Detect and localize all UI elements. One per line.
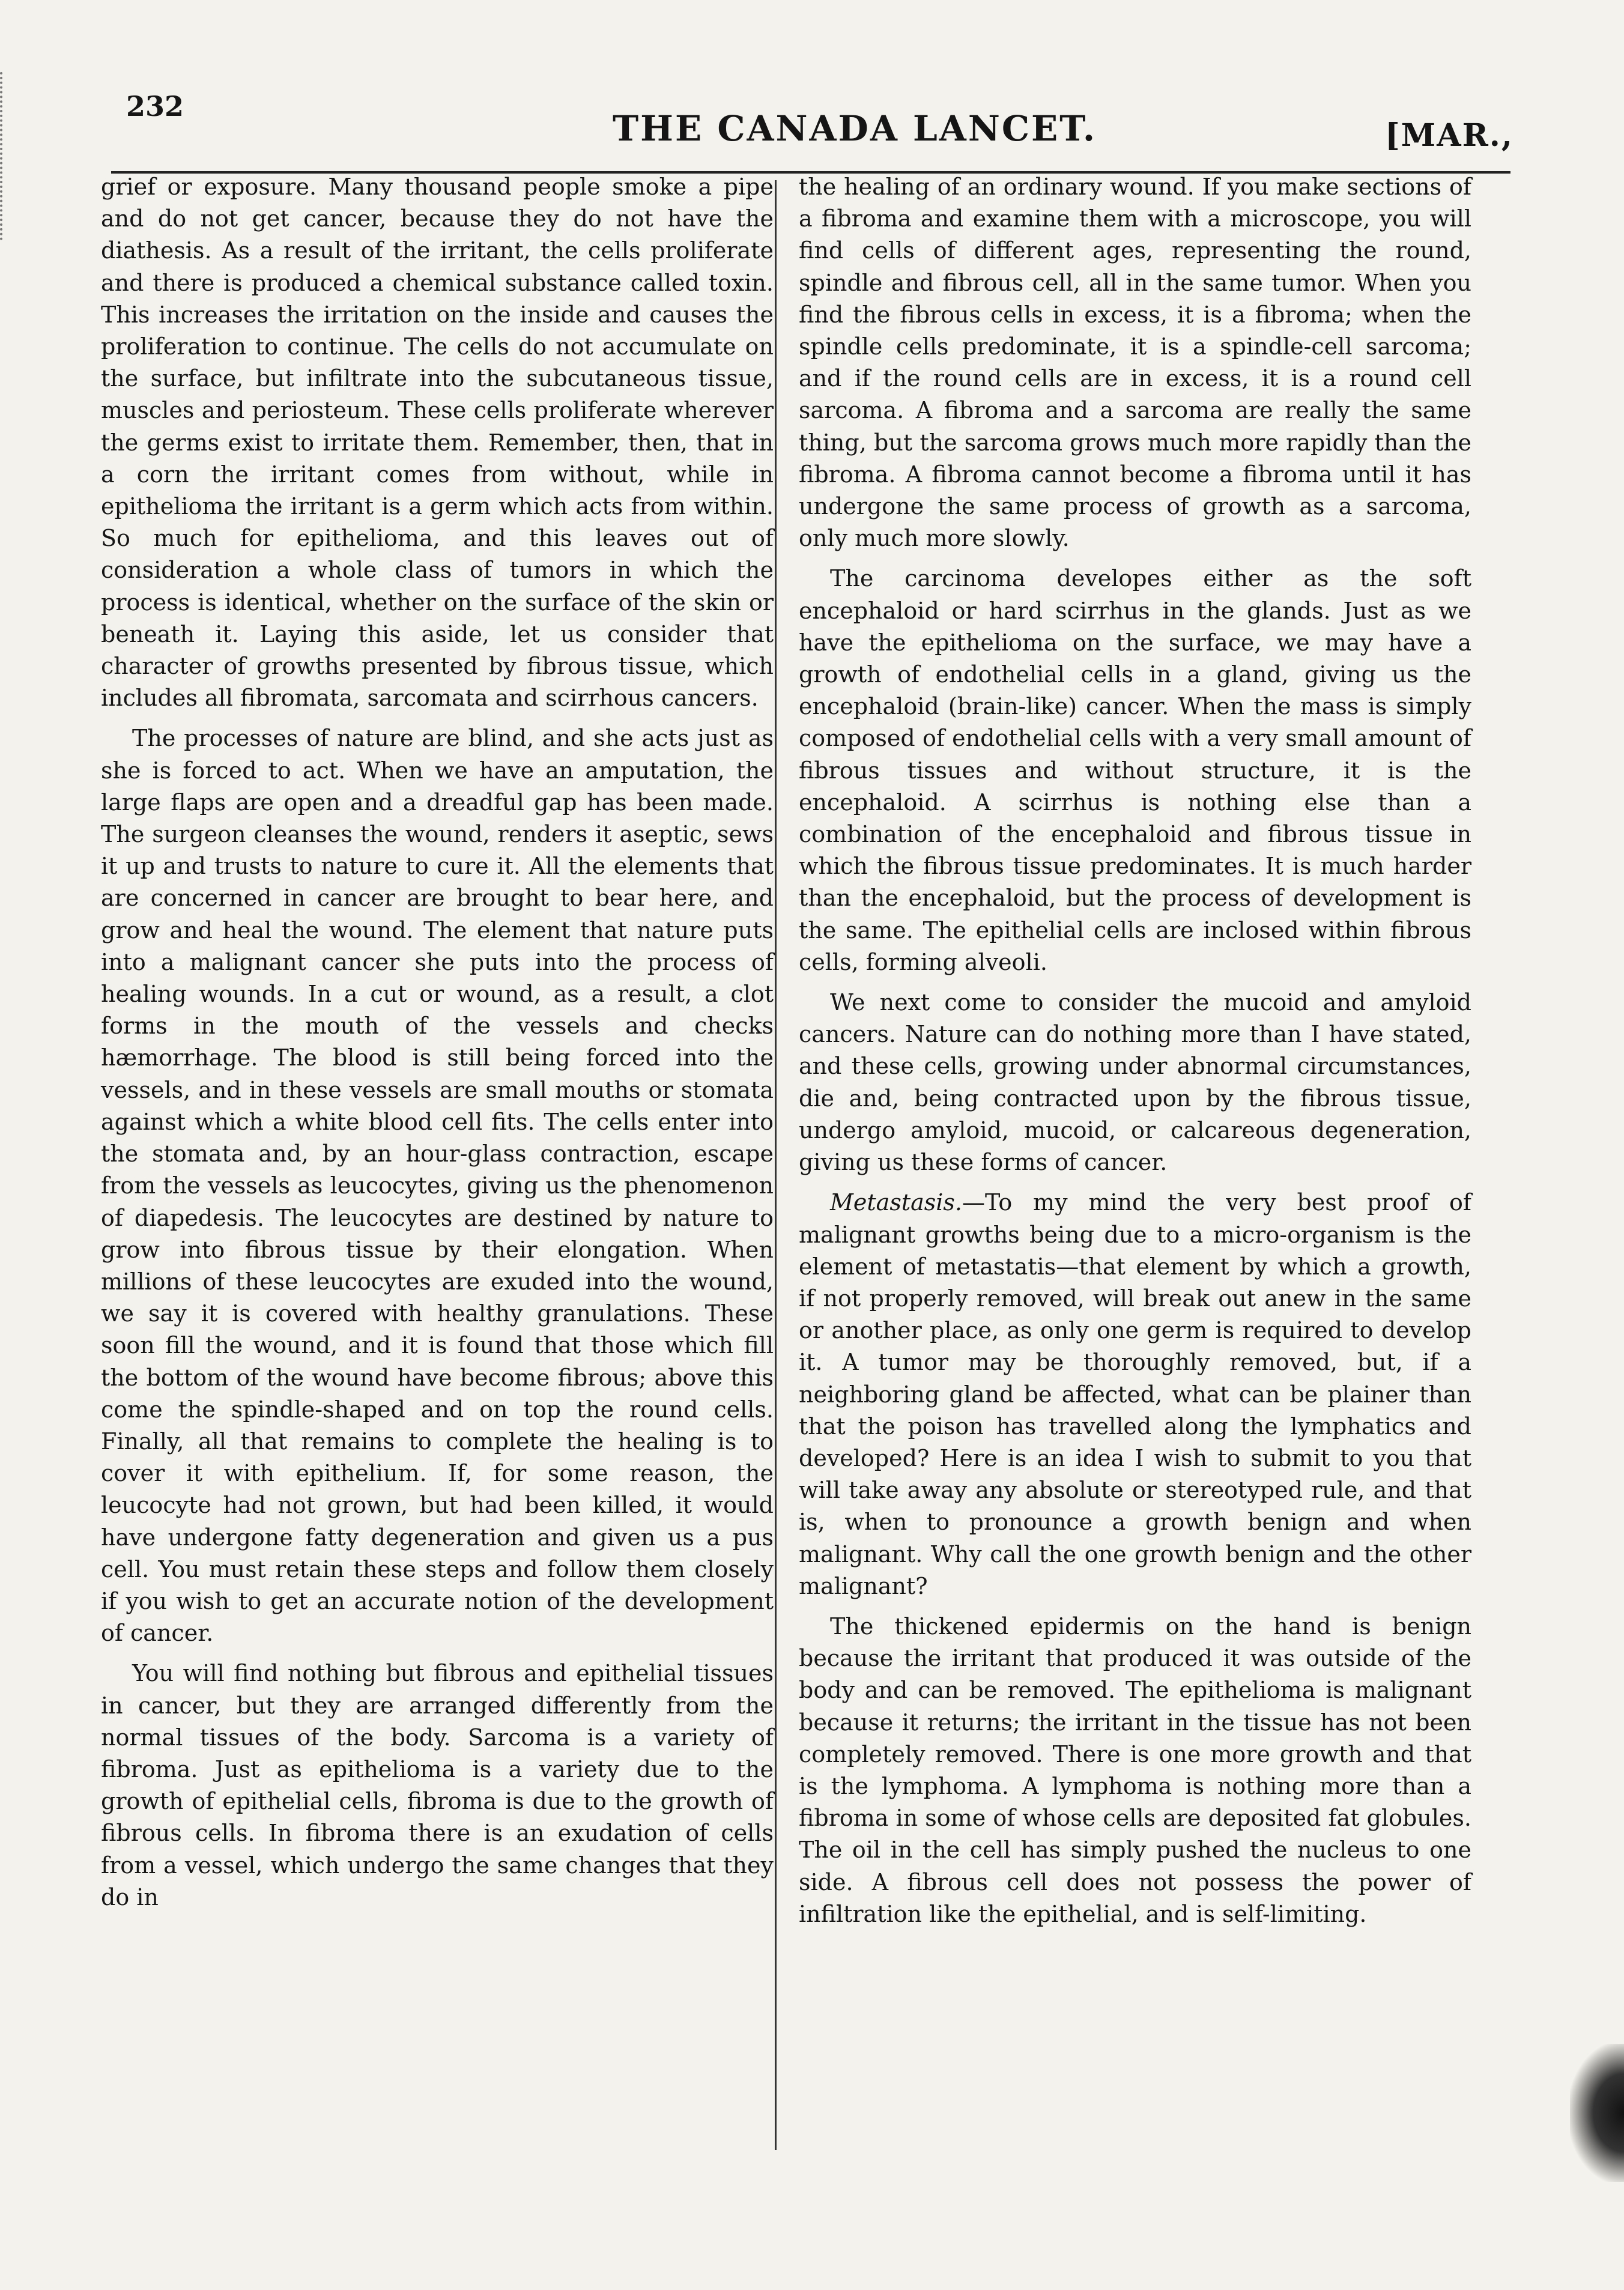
- running-header: [120, 90, 1513, 162]
- metastasis-text: —To my mind the very best proof of malignant growths being due to a micro-organism is the element of metastatis—that element by which a growth, if not properly removed, will break out anew in the same or another place, as only one germ is required to develop it. A tumor may be thoroughly removed, but, if a neighboring gland be affected, what can be plainer than that the poison has travelled along the lymphatics and developed? Here is an idea I wish to submit to you that will take away any absolute or stereotyped rule, and that is, when to pronounce a growth benign and when malignant. Why call the one growth benign and the other malignant?: [799, 1189, 1471, 1599]
- left-paragraph-1: grief or exposure. Many thousand people smoke a pipe and do not get cancer, because they do not have the diathesis. As a result of the irritant, the cells proliferate and there is produced a chemical substance called toxin. This increases the irritation on the inside and causes the proliferation to continue. The cells do not accumulate on the surface, but infiltrate into the subcutaneous tissue, muscles and periosteum. These cells proliferate wherever the germs exist to irritate them. Remember, then, that in a corn the irritant comes from without, while in epithelioma the irritant is a germ which acts from within. So much for epithelioma, and this leaves out of consideration a whole class of tumors in which the process is identical, whether on the surface of the skin or beneath it. Laying this aside, let us consider that character of growths presented by fibrous tissue, which includes all fibromata, sarcomata and scirrhous cancers.: [101, 174, 774, 712]
- page-number: 232: [126, 90, 184, 123]
- right-paragraph-4: [799, 1187, 1471, 1602]
- right-paragraph-3: We next come to consider the mucoid and amyloid cancers. Nature can do nothing more than I have stated, and these cells, growing under abnormal circumstances, die and, being contracted upon by the fibrous tissue, undergo amyloid, mucoid, or calcareous degeneration, giving us these forms of cancer.: [799, 989, 1471, 1176]
- right-paragraph-1: the healing of an ordinary wound. If you make sections of a fibroma and examine them with a microscope, you will find cells of different ages, representing the round, spindle and fibrous cell, all in the same tumor. When you find the fibrous cells in excess, it is a fibroma; when the spindle cells predominate, it is a spindle-cell sarcoma; and if the round cells are in excess, it is a round cell sarcoma. A fibroma and a sarcoma are really the same thing, but the sarcoma grows much more rapidly than the fibroma. A fibroma cannot become a fibroma until it has undergone the same process of growth as a sarcoma, only much more slowly.: [799, 174, 1471, 552]
- issue-month: [MAR.,: [1385, 117, 1513, 154]
- scan-thumb-shadow: [1570, 2044, 1624, 2182]
- right-column: [799, 171, 1471, 1939]
- left-paragraph-2: The processes of nature are blind, and she acts just as she is forced to act. When we have an amputation, the large flaps are open and a dreadful gap has been made. The surgeon cleanses the wound, renders it aseptic, sews it up and trusts to nature to cure it. All the elements that are concerned in cancer are brought to bear here, and grow and heal the wound. The element that nature puts into a malignant cancer she puts into the process of healing wounds. In a cut or wound, as a result, a clot forms in the mouth of the vessels and checks hæmorrhage. The blood is still being forced into the vessels, and in these vessels are small mouths or stomata against which a white blood cell fits. The cells enter into the stomata and, by an hour-glass contraction, escape from the vessels as leucocytes, giving us the phenomenon of diapedesis. The leucocytes are destined by nature to grow into fibrous tissue by their elongation. When millions of these leucocytes are exuded into the wound, we say it is covered with healthy granulations. These soon fill the wound, and it is found that those which fill the bottom of the wound have become fibrous; above this come the spindle-shaped and on top the round cells. Finally, all that remains to complete the healing is to cover it with epithelium. If, for some reason, the leucocyte had not grown, but had been killed, it would have undergone fatty degeneration and given us a pus cell. You must retain these steps and follow them closely if you wish to get an accurate notion of the development of cancer.: [101, 725, 774, 1647]
- left-paragraph-3: You will find nothing but fibrous and epithelial tissues in cancer, but they are arranged differently from the normal tissues of the body. Sarcoma is a variety of fibroma. Just as epithelioma is a variety due to the growth of epithelial cells, fibroma is due to the growth of fibrous cells. In fibroma there is an exudation of cells from a vessel, which undergo the same changes that they do in: [101, 1660, 774, 1910]
- column-divider: [775, 180, 777, 2150]
- metastasis-heading: Metastasis.: [830, 1189, 962, 1216]
- scan-edge-marks: [0, 72, 14, 240]
- right-paragraph-2: The carcinoma developes either as the soft encephaloid or hard scirrhus in the glands. Just as we have the epithelioma on the surface, we may have a growth of endothelial cells in a gland, giving us the encephaloid (brain-like) cancer. When the mass is simply composed of endothelial cells with a very small amount of fibrous tissues and without structure, it is the encephaloid. A scirrhus is nothing else than a combination of the encephaloid and fibrous tissue in which the fibrous tissue predominates. It is much harder than the encephaloid, but the process of development is the same. The epithelial cells are inclosed within fibrous cells, forming alveoli.: [799, 565, 1471, 975]
- left-column: [101, 171, 774, 1922]
- journal-title: THE CANADA LANCET.: [613, 108, 1097, 149]
- right-paragraph-5: The thickened epidermis on the hand is benign because the irritant that produced it was outside of the body and can be removed. The epithelioma is malignant because it returns; the irritant in the tissue has not been completely removed. There is one more growth and that is the lymphoma. A lymphoma is nothing more than a fibroma in some of whose cells are deposited fat globules. The oil in the cell has simply pushed the nucleus to one side. A fibrous cell does not possess the power of infiltration like the epithelial, and is self-limiting.: [799, 1613, 1471, 1927]
